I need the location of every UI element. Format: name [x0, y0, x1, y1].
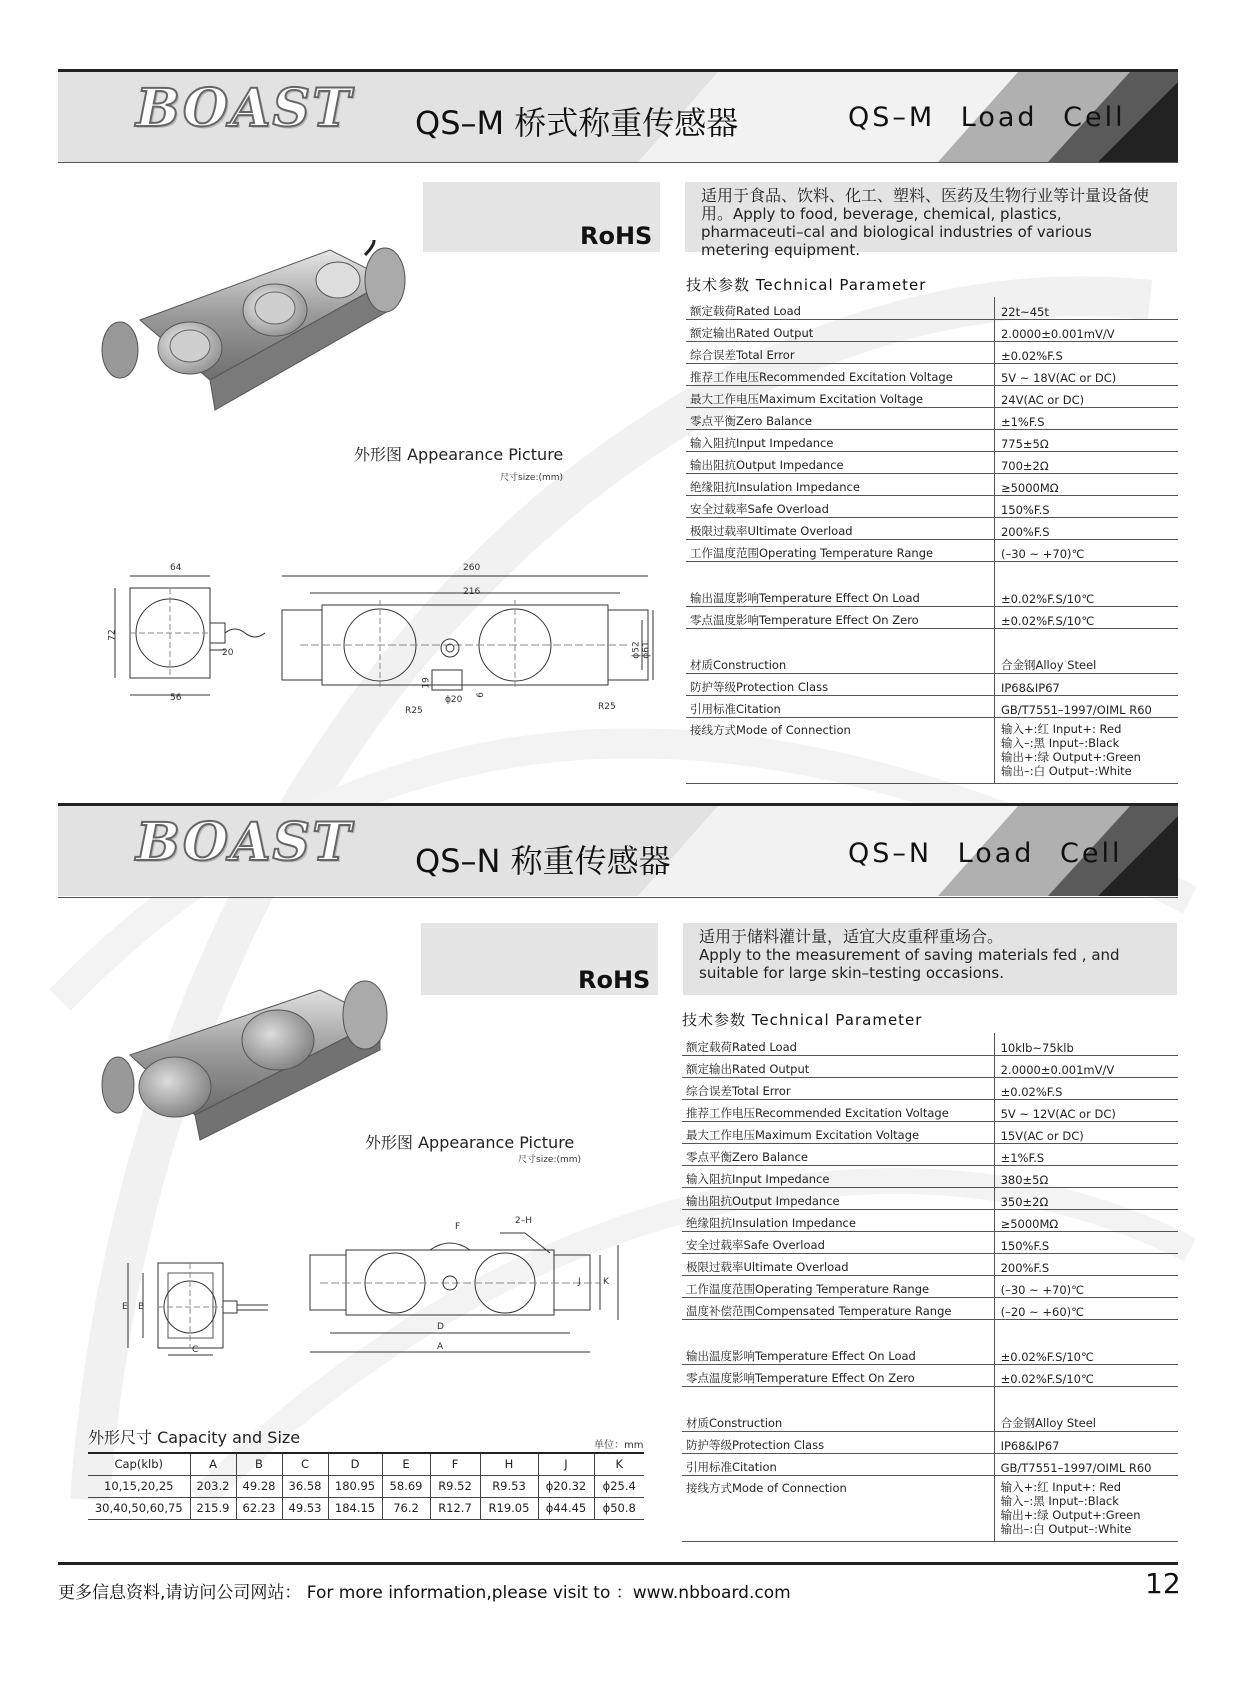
param-label: 额定载荷Rated Load: [682, 1033, 994, 1055]
param-label: 材质Construction: [682, 1386, 994, 1431]
param-value: 2.0000±0.001mV/V: [994, 319, 1178, 341]
capacity-cell: R12.7: [430, 1497, 480, 1519]
param-row: [682, 1231, 1178, 1253]
param-row: [682, 1055, 1178, 1077]
param-row: [682, 1386, 1178, 1431]
param-value: (–30 ~ +70)℃: [994, 539, 1178, 561]
capacity-header-cell: A: [190, 1453, 236, 1475]
connection-line: 输入+:红 Input+: Red: [1000, 1479, 1122, 1494]
capacity-cell: 30,40,50,60,75: [88, 1497, 190, 1519]
param-row: [686, 407, 1178, 429]
param-row: [682, 1253, 1178, 1275]
capacity-table: [88, 1452, 644, 1520]
capacity-header-cell: D: [328, 1453, 382, 1475]
param-value: 22t~45t: [994, 297, 1178, 319]
brand-logo-2: BOAST: [136, 812, 353, 873]
param-value: ≥5000MΩ: [994, 1209, 1178, 1231]
param-label: 引用标准Citation: [682, 1453, 994, 1475]
capacity-cell: 62.23: [236, 1497, 282, 1519]
param-row: [686, 628, 1178, 673]
param-value: 10klb~75klb: [994, 1033, 1178, 1055]
qs-m-side-drawing: [105, 560, 275, 710]
param-row: [686, 673, 1178, 695]
dim-phi52: ϕ52: [631, 641, 642, 659]
capacity-cell: 10,15,20,25: [88, 1475, 190, 1497]
param-row: [686, 695, 1178, 717]
param-label: 最大工作电压Maximum Excitation Voltage: [686, 385, 994, 407]
dim-6: 6: [475, 692, 486, 698]
param-value: GB/T7551–1997/OIML R60: [994, 1453, 1178, 1475]
section2-params-table: [682, 1033, 1178, 1542]
connection-line: 输出–:白 Output–:White: [1000, 1521, 1132, 1536]
param-row: [682, 1077, 1178, 1099]
dim-b: B: [138, 1302, 145, 1312]
param-row: [686, 539, 1178, 561]
capacity-header-cell: B: [236, 1453, 282, 1475]
dim-f: F: [455, 1222, 461, 1232]
dim-r25-right: R25: [598, 702, 616, 712]
dim-phi61: ϕ61: [641, 641, 652, 659]
param-value: 15V(AC or DC): [994, 1121, 1178, 1143]
capacity-cell: 58.69: [382, 1475, 430, 1497]
connection-line: 输入–:黑 Input–:Black: [1000, 735, 1120, 750]
param-label: 输出阻抗Output Impedance: [686, 451, 994, 473]
param-value: ±0.02%F.S: [994, 341, 1178, 363]
dim-j: J: [578, 1277, 581, 1287]
connection-line: 输入+:红 Input+: Red: [1000, 721, 1122, 736]
connection-line: 输出+:绿 Output+:Green: [1000, 1507, 1141, 1522]
param-label: 输出温度影响Temperature Effect On Load: [682, 1319, 994, 1364]
section1-appearance-label: 外形图 Appearance Picture: [354, 445, 564, 464]
qs-m-load-cell-photo: [100, 240, 410, 420]
param-label: 工作温度范围Operating Temperature Range: [682, 1275, 994, 1297]
param-label: 输入阻抗Input Impedance: [682, 1165, 994, 1187]
param-row: [686, 429, 1178, 451]
section2-title-cn: QS–N 称重传感器: [415, 842, 671, 880]
section1-desc-cn: 适用于食品、饮料、化工、塑料、医药及生物行业等计量设备使用。: [701, 186, 1150, 223]
param-label: 额定输出Rated Output: [686, 319, 994, 341]
param-row: [686, 385, 1178, 407]
param-row: [686, 363, 1178, 385]
param-label: 零点温度影响Temperature Effect On Zero: [686, 606, 994, 628]
param-label: 防护等级Protection Class: [682, 1431, 994, 1453]
param-value: 200%F.S: [994, 1253, 1178, 1275]
capacity-cell: ϕ50.8: [594, 1497, 644, 1519]
param-value: ±0.02%F.S/10℃: [994, 606, 1178, 628]
section1-size-unit: 尺寸size:(mm): [500, 473, 564, 483]
param-row: [682, 1209, 1178, 1231]
param-label: 材质Construction: [686, 628, 994, 673]
capacity-header-cell: Cap(klb): [88, 1453, 190, 1475]
capacity-cell: 180.95: [328, 1475, 382, 1497]
capacity-title: 外形尺寸 Capacity and Size: [88, 1428, 301, 1447]
param-value: 775±5Ω: [994, 429, 1178, 451]
section2-tech-title: 技术参数 Technical Parameter: [682, 1011, 923, 1029]
connection-line: 输出+:绿 Output+:Green: [1000, 749, 1141, 764]
connection-value: [994, 717, 1178, 783]
param-value: (–30 ~ +70)℃: [994, 1275, 1178, 1297]
capacity-header-cell: K: [594, 1453, 644, 1475]
connection-value: [994, 1475, 1178, 1541]
dim-64: 64: [170, 563, 182, 573]
section2-header-band: [58, 806, 1178, 896]
capacity-row: [88, 1475, 644, 1497]
dim-19: 19: [421, 677, 432, 689]
param-row: [682, 1319, 1178, 1364]
param-label: 推荐工作电压Recommended Excitation Voltage: [682, 1099, 994, 1121]
param-value: 150%F.S: [994, 1231, 1178, 1253]
capacity-cell: 203.2: [190, 1475, 236, 1497]
param-value: 350±2Ω: [994, 1187, 1178, 1209]
param-value: 2.0000±0.001mV/V: [994, 1055, 1178, 1077]
param-row: [682, 1364, 1178, 1386]
param-row: [686, 517, 1178, 539]
param-label: 综合误差Total Error: [686, 341, 994, 363]
qs-m-front-drawing: [270, 560, 660, 715]
section1-description: [685, 182, 1177, 259]
dim-d: D: [437, 1322, 444, 1332]
capacity-header-row: [88, 1453, 644, 1475]
dim-216: 216: [463, 587, 481, 597]
param-row: [682, 1099, 1178, 1121]
param-value: GB/T7551–1997/OIML R60: [994, 695, 1178, 717]
param-row: [682, 1033, 1178, 1055]
section1-params-table: [686, 297, 1178, 784]
capacity-cell: 49.53: [282, 1497, 328, 1519]
param-value: ±1%F.S: [994, 407, 1178, 429]
header-rule-bottom-2: [58, 897, 1178, 898]
param-label: 工作温度范围Operating Temperature Range: [686, 539, 994, 561]
capacity-cell: R9.52: [430, 1475, 480, 1497]
param-row: [686, 341, 1178, 363]
param-row: [682, 1453, 1178, 1475]
param-value: 5V ~ 12V(AC or DC): [994, 1099, 1178, 1121]
param-label: 安全过载率Safe Overload: [682, 1231, 994, 1253]
capacity-cell: 215.9: [190, 1497, 236, 1519]
param-value: IP68&IP67: [994, 673, 1178, 695]
param-row: [682, 1297, 1178, 1319]
param-row-connection: [686, 717, 1178, 783]
param-label: 绝缘阻抗Insulation Impedance: [686, 473, 994, 495]
param-value: 5V ~ 18V(AC or DC): [994, 363, 1178, 385]
section1-title-en: QS–M Load Cell: [848, 102, 1126, 133]
param-value: 合金钢Alloy Steel: [994, 1386, 1178, 1431]
param-row: [686, 473, 1178, 495]
section2-desc-en: Apply to the measurement of saving materials fed , and suitable for large skin–testing occasions.: [699, 946, 1120, 982]
section2-title-en: QS–N Load Cell: [848, 838, 1123, 869]
section2-appearance-label: 外形图 Appearance Picture: [365, 1133, 575, 1152]
param-label: 引用标准Citation: [686, 695, 994, 717]
section1-tech-title: 技术参数 Technical Parameter: [686, 276, 927, 294]
param-value: ±0.02%F.S: [994, 1077, 1178, 1099]
param-label: 最大工作电压Maximum Excitation Voltage: [682, 1121, 994, 1143]
param-value: ±1%F.S: [994, 1143, 1178, 1165]
param-label: 额定输出Rated Output: [682, 1055, 994, 1077]
param-row-connection: [682, 1475, 1178, 1541]
capacity-cell: R9.53: [480, 1475, 538, 1497]
param-row: [682, 1143, 1178, 1165]
param-row: [682, 1275, 1178, 1297]
param-label: 绝缘阻抗Insulation Impedance: [682, 1209, 994, 1231]
connection-line: 输入–:黑 Input–:Black: [1000, 1493, 1119, 1508]
brand-logo: BOAST: [136, 78, 353, 139]
param-row: [682, 1187, 1178, 1209]
capacity-header-cell: J: [538, 1453, 594, 1475]
param-label: 输入阻抗Input Impedance: [686, 429, 994, 451]
footer-text: 更多信息资料,请访问公司网站： For more information,please visit to ：www.nbboard.com: [58, 1583, 791, 1603]
param-label: 温度补偿范围Compensated Temperature Range: [682, 1297, 994, 1319]
dim-56: 56: [170, 693, 182, 703]
connection-line: 输出–:白 Output–:White: [1000, 763, 1132, 778]
dim-phi20: ϕ20: [445, 695, 463, 705]
param-label: 额定载荷Rated Load: [686, 297, 994, 319]
param-row: [686, 561, 1178, 606]
dim-k: K: [603, 1277, 609, 1287]
connection-label: 接线方式Mode of Connection: [682, 1475, 994, 1541]
capacity-cell: ϕ20.32: [538, 1475, 594, 1497]
capacity-cell: 49.28: [236, 1475, 282, 1497]
dim-20: 20: [222, 648, 234, 658]
footer-rule: [58, 1562, 1178, 1565]
rohs-label-1: RoHS: [580, 222, 653, 250]
capacity-cell: ϕ44.45: [538, 1497, 594, 1519]
dim-r25-left: R25: [405, 706, 423, 716]
param-row: [682, 1121, 1178, 1143]
param-value: 24V(AC or DC): [994, 385, 1178, 407]
capacity-header-cell: E: [382, 1453, 430, 1475]
param-label: 推荐工作电压Recommended Excitation Voltage: [686, 363, 994, 385]
param-label: 零点平衡Zero Balance: [686, 407, 994, 429]
qs-n-front-drawing: [300, 1225, 630, 1365]
param-value: ±0.02%F.S/10℃: [994, 1319, 1178, 1364]
param-row: [686, 297, 1178, 319]
param-value: IP68&IP67: [994, 1431, 1178, 1453]
section1-header-band: [58, 72, 1178, 162]
param-label: 输出温度影响Temperature Effect On Load: [686, 561, 994, 606]
capacity-cell: R19.05: [480, 1497, 538, 1519]
dim-260: 260: [463, 563, 481, 573]
dim-a: A: [437, 1342, 444, 1352]
param-value: ≥5000MΩ: [994, 473, 1178, 495]
capacity-cell: 184.15: [328, 1497, 382, 1519]
param-label: 防护等级Protection Class: [686, 673, 994, 695]
capacity-cell: 76.2: [382, 1497, 430, 1519]
connection-label: 接线方式Mode of Connection: [686, 717, 994, 783]
capacity-unit: 单位：mm: [594, 1440, 644, 1451]
param-value: 200%F.S: [994, 517, 1178, 539]
capacity-header-cell: C: [282, 1453, 328, 1475]
dim-e: E: [122, 1302, 128, 1312]
dim-72: 72: [107, 629, 118, 641]
capacity-header-cell: F: [430, 1453, 480, 1475]
param-label: 综合误差Total Error: [682, 1077, 994, 1099]
param-label: 安全过载率Safe Overload: [686, 495, 994, 517]
dim-2h: 2–H: [515, 1216, 532, 1226]
rohs-label-2: RoHS: [578, 966, 651, 994]
header-rule-bottom-1: [58, 162, 1178, 163]
param-label: 零点温度影响Temperature Effect On Zero: [682, 1364, 994, 1386]
dim-c: C: [192, 1345, 199, 1355]
param-value: (–20 ~ +60)℃: [994, 1297, 1178, 1319]
param-label: 极限过载率Ultimate Overload: [686, 517, 994, 539]
qs-n-load-cell-photo: [100, 975, 400, 1145]
param-value: 合金钢Alloy Steel: [994, 628, 1178, 673]
section2-desc-cn: 适用于储料灌计量，适宜大皮重秤重场合。: [699, 927, 1004, 946]
param-row: [686, 606, 1178, 628]
capacity-cell: ϕ25.4: [594, 1475, 644, 1497]
param-row: [686, 319, 1178, 341]
param-value: ±0.02%F.S/10℃: [994, 561, 1178, 606]
param-row: [682, 1165, 1178, 1187]
param-row: [686, 495, 1178, 517]
section2-size-unit: 尺寸size:(mm): [518, 1155, 582, 1165]
section1-desc-en: Apply to food, beverage, chemical, plastics, pharmaceuti–cal and biological industries of various metering equipment.: [701, 205, 1092, 259]
param-value: 700±2Ω: [994, 451, 1178, 473]
section1-title-cn: QS–M 桥式称重传感器: [415, 104, 739, 142]
param-value: ±0.02%F.S/10℃: [994, 1364, 1178, 1386]
section2-description: [683, 923, 1177, 995]
param-label: 极限过载率Ultimate Overload: [682, 1253, 994, 1275]
param-row: [682, 1431, 1178, 1453]
param-value: 380±5Ω: [994, 1165, 1178, 1187]
capacity-header-cell: H: [480, 1453, 538, 1475]
param-value: 150%F.S: [994, 495, 1178, 517]
capacity-row: [88, 1497, 644, 1519]
capacity-cell: 36.58: [282, 1475, 328, 1497]
page-number: 12: [1145, 1567, 1181, 1600]
param-label: 输出阻抗Output Impedance: [682, 1187, 994, 1209]
param-row: [686, 451, 1178, 473]
param-label: 零点平衡Zero Balance: [682, 1143, 994, 1165]
